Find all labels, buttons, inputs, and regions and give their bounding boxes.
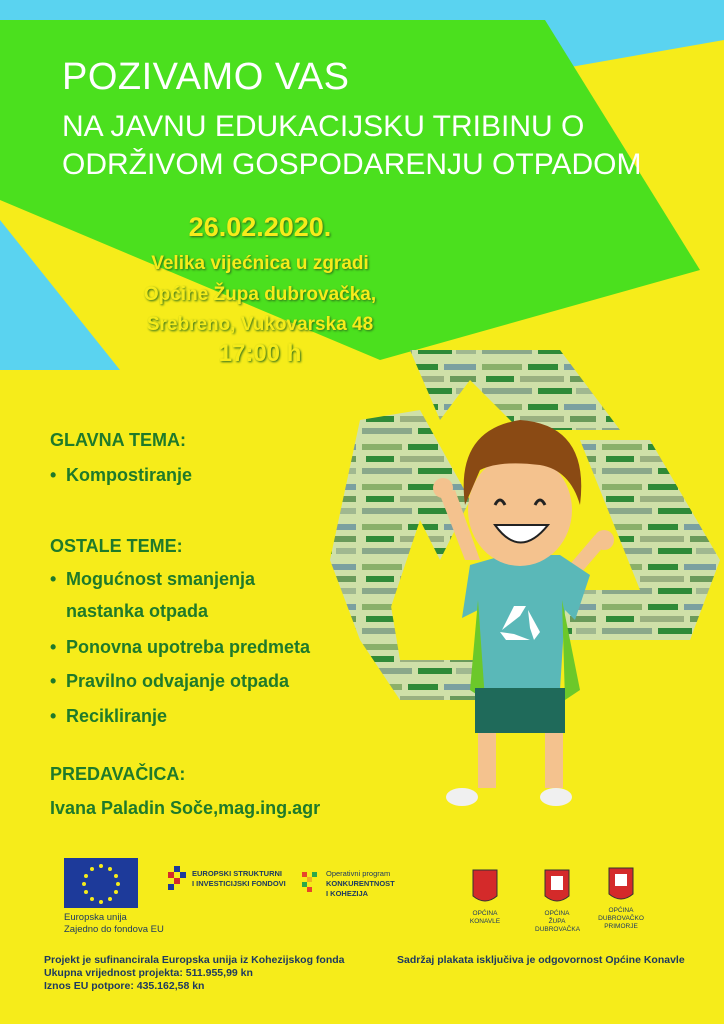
footer-funding-line2: Ukupna vrijednost projekta: 511.955,99 kn [44, 967, 253, 979]
konavle-coat-of-arms-icon [473, 870, 497, 901]
konavle-caption-1: OPĆINA [472, 910, 498, 917]
op-logo-caption-1: Operativni program [326, 869, 391, 878]
esf-logo-caption-1: EUROPSKI STRUKTURNI [192, 869, 283, 878]
other-topic-item: • Ponovna upotreba predmeta [50, 637, 311, 657]
footer-funding-line3: Iznos EU potpore: 435.162,58 kn [44, 980, 205, 992]
esf-logo-caption-2: I INVESTICIJSKI FONDOVI [192, 879, 286, 888]
footer-funding-line1: Projekt je sufinancirala Europska unija iz Kohezijskog fonda [44, 954, 345, 966]
invitation-subtitle-line2: ODRŽIVOM GOSPODARENJU OTPADOM [62, 148, 642, 181]
lecturer-name: Ivana Paladin Soče,mag.ing.agr [50, 798, 321, 818]
zupa-caption-1: OPĆINA [544, 910, 570, 917]
other-topics-title: OSTALE TEME: [50, 536, 183, 556]
event-date: 26.02.2020. [188, 212, 332, 242]
op-logo-caption-3: I KOHEZIJA [326, 889, 369, 898]
main-topic-title: GLAVNA TEMA: [50, 430, 186, 450]
eu-logo-caption-1: Europska unija [64, 912, 127, 923]
primorje-caption-3: PRIMORJE [604, 923, 638, 930]
other-topic-item: nastanka otpada [66, 601, 209, 621]
esf-logo-icon [168, 866, 186, 890]
invitation-title: POZIVAMO VAS [62, 56, 350, 98]
footer-disclaimer: Sadržaj plakata isključiva je odgovornost Općine Konavle [397, 954, 685, 966]
op-logo-icon [302, 872, 317, 892]
other-topic-item: • Pravilno odvajanje otpada [50, 671, 290, 691]
primorje-caption-2: DUBROVAČKO [598, 915, 644, 922]
zupa-caption-3: DUBROVAČKA [535, 926, 581, 933]
zupa-caption-2: ŽUPA [548, 918, 566, 925]
event-time: 17:00 h [218, 340, 302, 367]
other-topic-item: • Recikliranje [50, 706, 168, 726]
primorje-caption-1: OPĆINA [608, 907, 634, 914]
lecturer-title: PREDAVAČICA: [50, 764, 186, 784]
main-topic-item: • Kompostiranje [50, 465, 193, 485]
event-address-line1: Velika vijećnica u zgradi [151, 253, 369, 274]
invitation-subtitle-line1: NA JAVNU EDUKACIJSKU TRIBINU O [62, 110, 585, 143]
other-topic-item: • Mogućnost smanjenja [50, 569, 256, 589]
op-logo-caption-2: KONKURENTNOST [326, 879, 395, 888]
event-address-line2: Općine Župa dubrovačka, [143, 284, 377, 305]
konavle-caption-2: KONAVLE [469, 918, 501, 925]
event-address-line3: Srebreno, Vukovarska 48 [146, 314, 374, 335]
eu-logo-caption-2: Zajedno do fondova EU [64, 924, 164, 935]
